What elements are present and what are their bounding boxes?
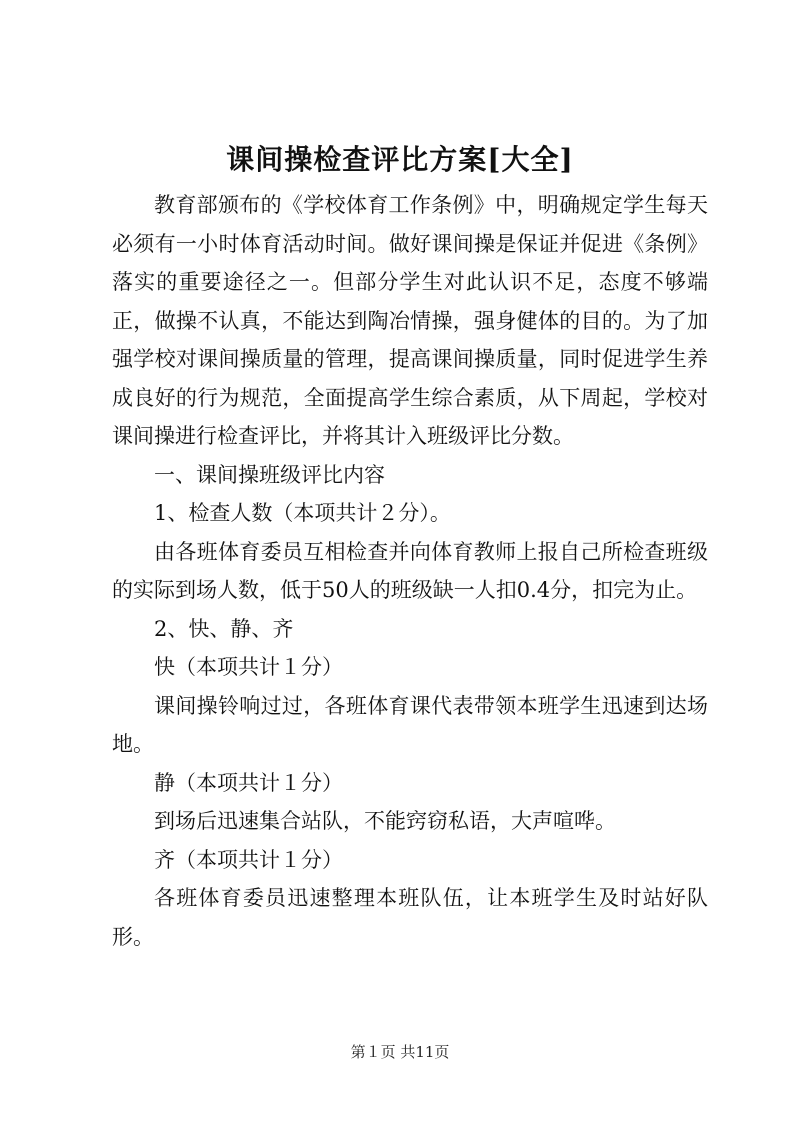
item-heading-headcount: 1、检查人数（本项共计２分）。 (154, 501, 451, 525)
paragraph-intro: 教育部颁布的《学校体育工作条例》中，明确规定学生每天必须有一小时体育活动时间。做好课间操是保证并促进《条例》落实的重要途径之一。但部分学生对此认识不足，态度不够端正，做操不认真，不能达到陶冶情操，强身健体的目的。为了加强学校对课间操质量的管理，提高课间操质量，同时促进学生养成良好的行为规范，全面提高学生综合素质，从下周起，学校对课间操进行检查评比，并将其计入班级评比分数。 (112, 193, 708, 448)
item-heading-fast-quiet-neat: 2、快、静、齐 (154, 616, 294, 641)
paragraph-quiet: 到场后迅速集合站队，不能窍窃私语，大声喧哗。 (154, 809, 616, 833)
paragraph-neat: 各班体育委员迅速整理本班队伍，让本班学生及时站好队形。 (112, 886, 708, 949)
subheading-fast: 快（本项共计１分） (154, 655, 343, 679)
document-title: 课间操检查评比方案[大全] (226, 143, 574, 176)
subheading-quiet: 静（本项共计１分） (154, 770, 343, 795)
document-body (112, 186, 708, 956)
paragraph-headcount: 由各班体育委员互相检查并向体育教师上报自己所检查班级的实际到场人数，低于50人的班级缺一人扣0.4分，扣完为止。 (112, 539, 708, 602)
section-heading-1: 一、课间操班级评比内容 (154, 462, 385, 487)
paragraph-fast: 课间操铃响过过，各班体育课代表带领本班学生迅速到达场地。 (112, 693, 708, 756)
page-footer: 第１页 共11页 (350, 1043, 450, 1061)
subheading-neat: 齐（本项共计１分） (154, 847, 343, 872)
